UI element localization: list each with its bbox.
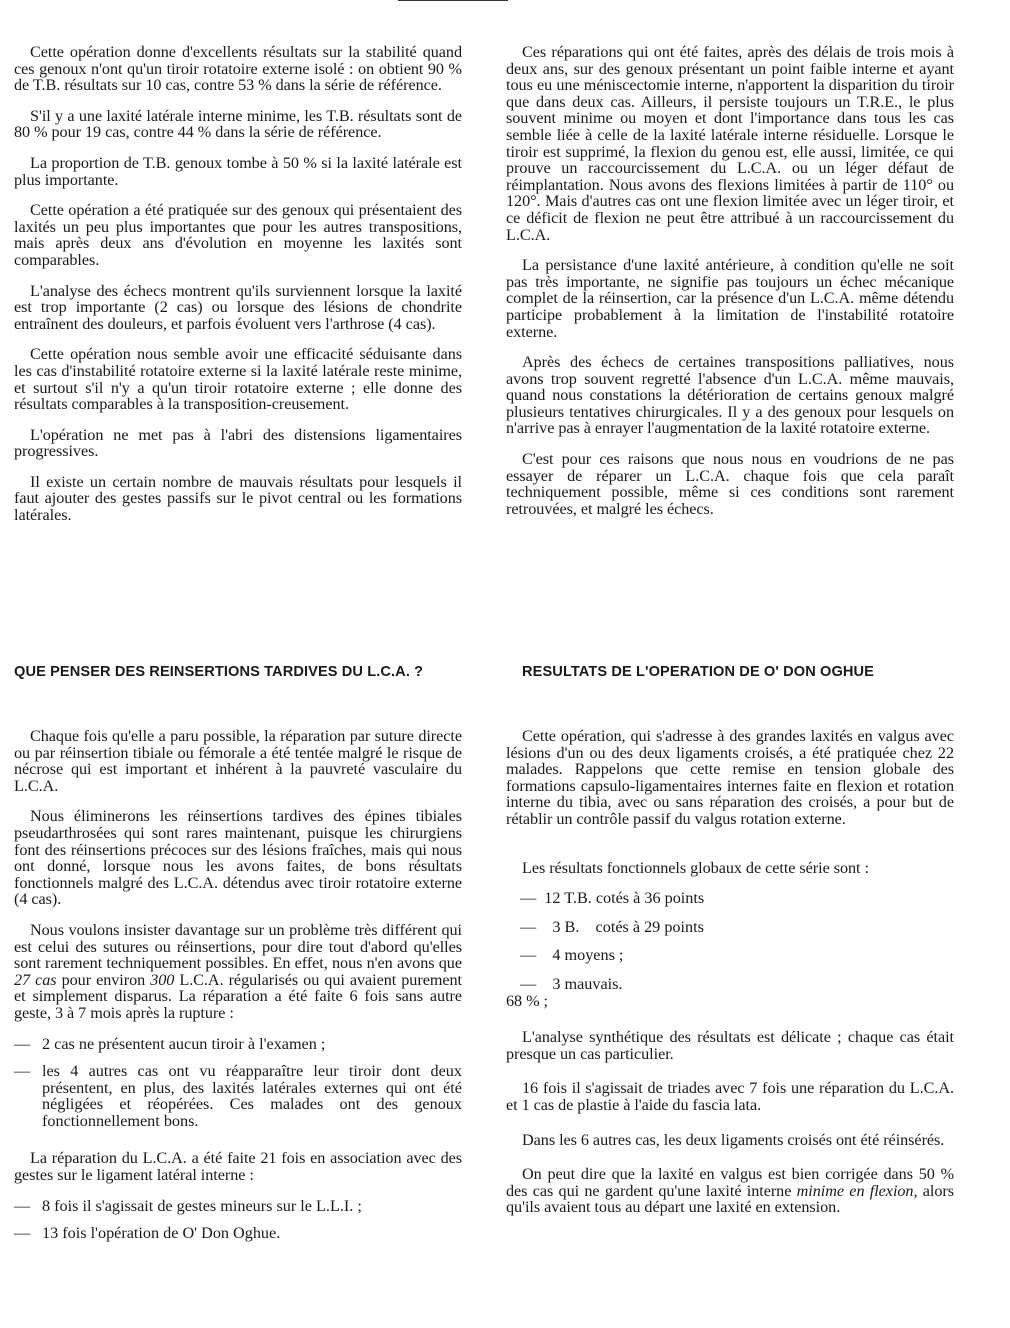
top-rule <box>398 0 508 1</box>
list-item-text: 8 fois il s'agissait de gestes mineurs sur le L.L.I. ; <box>42 1196 362 1215</box>
emphasis: 300 <box>150 970 175 989</box>
paragraph: La persistance d'une laxité antérieure, à condition qu'elle ne soit pas très importante, ne signifie pas toujours un échec mécanique complet de la réinsertion, car la présence d'un L.C.A. même détendu participe probablement à la limitation de l'instabilité rotatoire externe. <box>506 256 954 341</box>
list-item-text: les 4 autres cas ont vu réapparaître leur tiroir dont deux présentent, en plus, des laxités latérales externes qui ont été négligées et réopérées. Ces malades ont des genoux fonctionnellement bons. <box>42 1062 462 1130</box>
paragraph: Cette opération a été pratiquée sur des genoux qui présentaient des laxités un peu plus importantes que pour les autres transpositions, mais après deux ans d'évolution en moyenne les laxités sont comparables. <box>14 201 462 269</box>
dash-mark: — <box>14 1224 31 1243</box>
list-item-text: 2 cas ne présentent aucun tiroir à l'examen ; <box>42 1034 326 1053</box>
paragraph: L'opération ne met pas à l'abri des distensions ligamentaires progressives. <box>14 425 462 461</box>
paragraph: S'il y a une laxité latérale interne minime, les T.B. résultats sont de 80 % pour 19 cas, contre 44 % dans la série de référence. <box>14 106 462 142</box>
left-column-bottom <box>14 728 462 1253</box>
paragraph: 16 fois il s'agissait de triades avec 7 fois une réparation du L.C.A. et 1 cas de plastie à l'aide du fascia lata. <box>506 1079 954 1114</box>
list-item-text: 13 fois l'opération de O' Don Oghue. <box>42 1224 281 1243</box>
paragraph: Cette opération, qui s'adresse à des grandes laxités en valgus avec lésions d'un ou des deux ligaments croisés, a été pratiquée chez 22 malades. Rappelons que cette remise en tension globale des formations capsulo-ligamentaires internes faite en flexion et rotation interne du tibia, avec ou sans réparation des croisés, a pour but de rétablir un contrôle passif du valgus rotation externe. <box>506 727 954 828</box>
text-run: Nous voulons insister davantage sur un problème très différent qui est celui des sutures ou réinsertions, pour dire tout d'abord qu'elles sont rarement techniquement possibles. En effet, nous n'en avons que <box>14 920 462 973</box>
result-line: — 3 B. cotés à 29 points <box>520 917 704 936</box>
paragraph <box>14 922 462 1022</box>
result-line: — 3 mauvais. <box>520 974 623 993</box>
paragraph: Nous éliminerons les réinsertions tardives des épines tibiales pseudarthrosées qui sont rares maintenant, puisque les chirurgiens font des réinsertions précoces sur des lésions fraîches, mais qui nous ont donné, lorsque nous les avons faites, de bons résultats fonctionnels malgré des L.C.A. détendus avec tiroir rotatoire externe (4 cas). <box>14 807 462 909</box>
paragraph: L'analyse synthétique des résultats est délicate ; chaque cas était presque un cas particulier. <box>506 1028 954 1063</box>
dash-mark: — <box>14 1196 31 1215</box>
emphasis: 27 cas <box>14 970 57 989</box>
paragraph: La réparation du L.C.A. a été faite 21 fois en association avec des gestes sur le ligament latéral interne : <box>14 1149 462 1185</box>
left-column-top <box>14 44 462 538</box>
list-item <box>14 1225 462 1242</box>
dash-mark: — <box>14 1062 31 1081</box>
paragraph: Les résultats fonctionnels globaux de cette série sont : <box>522 858 869 877</box>
section-heading-odonoghue: RESULTATS DE L'OPERATION DE O' DON OGHUE <box>522 664 875 680</box>
emphasis: minime en flexion, <box>796 1181 918 1200</box>
right-column-top <box>506 44 954 531</box>
paragraph: Cette opération nous semble avoir une efficacité séduisante dans les cas d'instabilité rotatoire externe si la laxité latérale reste minime, et surtout s'il n'y a qu'un tiroir rotatoire externe ; elle donne des résultats comparables à la transposition-creusement. <box>14 345 462 414</box>
text-run: pour environ <box>56 970 151 989</box>
text-run: On peut dire que la laxité en valgus est bien corrigée dans 50 % des cas qui ne gardent qu'une laxité interne <box>506 1165 954 1200</box>
paragraph: Ces réparations qui ont été faites, après des délais de trois mois à deux ans, sur des genoux présentant un point faible interne et ayant tous eu une méniscectomie interne, n'apportent la disparition du tiroir que dans deux cas. Ailleurs, il persiste toujours un T.R.E., le plus souvent minime ou moyen et dont l'importance dans tous les cas semble liée à celle de la laxité latérale interne résiduelle. Lorsque le tiroir est supprimé, la flexion du genou est, elle aussi, limitée, ce qui prouve un raccourcissement du L.C.A. ou un léger défaut de réimplantation. Nous avons des flexions limitées à partir de 110° ou 120°. Mais d'autres cas ont une flexion limitée avec un léger tiroir, et ce déficit de flexion ne peut être attribué à un raccourcissement du L.C.A. <box>506 43 954 244</box>
paragraph <box>506 1166 954 1216</box>
text-run: alors qu'ils avaient tous au départ une laxité en extension. <box>506 1181 954 1217</box>
paragraph: Cette opération donne d'excellents résultats sur la stabilité quand ces genoux n'ont qu'un tiroir rotatoire externe isolé : on obtient 90 % de T.B. résultats sur 10 cas, contre 53 % dans la série de référence. <box>14 43 462 95</box>
paragraph: C'est pour ces raisons que nous nous en voudrions de ne pas essayer de réparer un L.C.A. chaque fois que cela paraît techniquement possible, même si ces conditions sont rarement retrouvées, et malgré les échecs. <box>506 450 954 518</box>
list-item <box>14 1063 462 1129</box>
right-column-bottom <box>506 728 954 1230</box>
paragraph: Chaque fois qu'elle a paru possible, la réparation par suture directe ou par réinsertion tibiale ou fémorale a été tentée malgré le risque de nécrose qui est important et inhérent à la pauvreté vasculaire du L.C.A. <box>14 727 462 795</box>
list-item <box>14 1198 462 1215</box>
paragraph: Il existe un certain nombre de mauvais résultats pour lesquels il faut ajouter des gestes passifs sur le pivot central ou les formations latérales. <box>14 472 462 525</box>
section-heading-reinsertions: QUE PENSER DES REINSERTIONS TARDIVES DU L.C.A. ? <box>14 664 424 680</box>
result-line: — 4 moyens ; <box>520 946 624 965</box>
percentage-line: 68 % ; <box>506 991 548 1010</box>
paragraph: Dans les 6 autres cas, les deux ligaments croisés ont été réinsérés. <box>522 1130 945 1149</box>
dash-mark: — <box>14 1034 31 1053</box>
paragraph: La proportion de T.B. genoux tombe à 50 % si la laxité latérale est plus importante. <box>14 153 462 189</box>
paragraph: Après des échecs de certaines transpositions palliatives, nous avons trop souvent regretté l'absence d'un L.C.A. même mauvais, quand nous constations la détérioration de certains genoux malgré plusieurs tentatives chirurgicales. Il y a des genoux pour lesquels on n'arrive pas à enrayer l'augmentation de la laxité rotatoire externe. <box>506 353 954 438</box>
list-item <box>14 1036 462 1053</box>
paragraph: L'analyse des échecs montrent qu'ils surviennent lorsque la laxité est trop importante (2 cas) ou lorsque des lésions de chondrite entraînent des douleurs, et parfois évoluent vers l'arthrose (4 cas). <box>14 281 462 333</box>
result-line: — 12 T.B. cotés à 36 points <box>520 889 705 908</box>
text-run: L.C.A. régularisés ou qui avaient purement et simplement disparus. La réparation a été faite 6 fois sans autre geste, 3 à 7 mois après la rupture : <box>14 970 462 1022</box>
